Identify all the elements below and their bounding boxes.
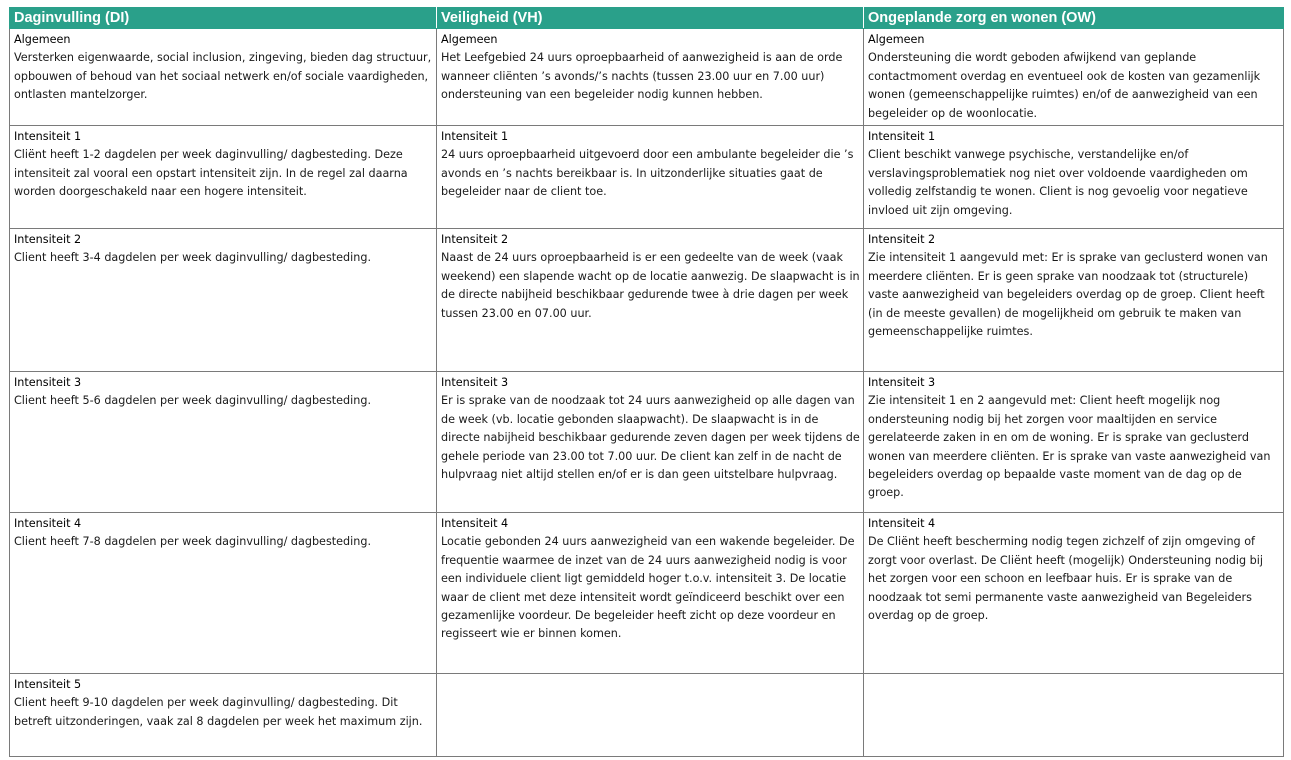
- cell-vh: [437, 674, 864, 757]
- cell-title: Intensiteit 3: [868, 376, 936, 390]
- table-row: [10, 372, 1284, 513]
- header-daginvulling: Daginvulling (DI): [10, 8, 437, 29]
- cell-vh: [437, 126, 864, 229]
- cell-vh: [437, 29, 864, 126]
- cell-text: Client heeft 7-8 dagdelen per week daginvulling/ dagbesteding.: [14, 535, 371, 549]
- table-row: [10, 674, 1284, 757]
- header-veiligheid: Veiligheid (VH): [437, 8, 864, 29]
- cell-ow: [864, 126, 1284, 229]
- cell-title: Algemeen: [868, 33, 925, 46]
- cell-title: Intensiteit 4: [441, 517, 509, 531]
- cell-di: [10, 372, 437, 513]
- cell-ow: [864, 674, 1284, 757]
- cell-ow: [864, 29, 1284, 126]
- cell-ow: [864, 372, 1284, 513]
- cell-text: Zie intensiteit 1 en 2 aangevuld met: Client heeft mogelijk nog ondersteuning nodig bij het zorgen voor maaltijden en service gerelateerde zaken in en om de woning. Er is sprake van geclusterd wonen van meerdere cliënten. Er is sprake van vaste aanwezigheid van begeleiders overdag op bepaalde vaste moment van de dag op de groep.: [868, 394, 1271, 500]
- cell-vh: [437, 372, 864, 513]
- cell-title: Intensiteit 4: [14, 517, 82, 531]
- cell-text: Client heeft 9-10 dagdelen per week daginvulling/ dagbesteding. Dit betreft uitzonderingen, vaak zal 8 dagdelen per week het maximum zijn.: [14, 696, 423, 728]
- cell-text: Er is sprake van de noodzaak tot 24 uurs aanwezigheid op alle dagen van de week (vb. locatie gebonden slaapwacht). De slaapwacht is in de directe nabijheid beschikbaar gedurende zeven dagen per week tijdens de gehele periode van 23.00 tot 7.00 uur. De client kan zelf in de nacht de hulpvraag niet altijd stellen en/of er is dan geen uitstelbare hulpvraag.: [441, 394, 860, 482]
- cell-title: Algemeen: [441, 33, 498, 46]
- cell-vh: [437, 513, 864, 674]
- header-ongeplande-zorg: Ongeplande zorg en wonen (OW): [864, 8, 1284, 29]
- cell-title: Algemeen: [14, 33, 71, 46]
- cell-text: Versterken eigenwaarde, social inclusion, zingeving, bieden dag structuur, opbouwen of behoud van het sociaal netwerk en/of sociale vaardigheden, ontlasten mantelzorger.: [14, 51, 432, 102]
- cell-di: [10, 29, 437, 126]
- cell-ow: [864, 229, 1284, 372]
- cell-title: Intensiteit 1: [14, 130, 82, 144]
- cell-di: [10, 229, 437, 372]
- table-row: [10, 29, 1284, 126]
- cell-text: De Cliënt heeft bescherming nodig tegen zichzelf of zijn omgeving of zorgt voor overlast. De Cliënt heeft (mogelijk) Ondersteuning nodig bij het zorgen voor een schoon en leefbaar huis. Er is sprake van de noodzaak tot semi permanente vaste aanwezigheid van Begeleiders overdag op de groep.: [868, 535, 1263, 623]
- table-row: [10, 229, 1284, 372]
- cell-title: Intensiteit 3: [14, 376, 82, 390]
- cell-text: Naast de 24 uurs oproepbaarheid is er een gedeelte van de week (vaak weekend) een slapende wacht op de locatie aanwezig. De slaapwacht is in de directe nabijheid beschikbaar gedurende twee à drie dagen per week tussen 23.00 en 07.00 uur.: [441, 251, 860, 320]
- cell-title: Intensiteit 1: [441, 130, 509, 144]
- cell-di: [10, 513, 437, 674]
- cell-title: Intensiteit 2: [14, 233, 82, 247]
- cell-title: Intensiteit 1: [868, 130, 936, 144]
- cell-text: 24 uurs oproepbaarheid uitgevoerd door een ambulante begeleider die ’s avonds en ’s nachts bereikbaar is. In uitzonderlijke situaties gaat de begeleider naar de client toe.: [441, 148, 854, 199]
- cell-title: Intensiteit 2: [868, 233, 936, 247]
- cell-text: Zie intensiteit 1 aangevuld met: Er is sprake van geclusterd wonen van meerdere cliënten. Er is geen sprake van noodzaak tot (structurele) vaste aanwezigheid van begeleiders overdag op de groep. Client heeft (in de meeste gevallen) de mogelijkheid om gebruik te maken van gemeenschappelijke ruimtes.: [868, 251, 1268, 339]
- table-row: [10, 513, 1284, 674]
- cell-text: Ondersteuning die wordt geboden afwijkend van geplande contactmoment overdag en eventueel ook de kosten van gezamenlijk wonen (gemeenschappelijke ruimtes) en/of de aanwezigheid van een begeleider op de woonlocatie.: [868, 51, 1261, 120]
- cell-text: Client heeft 5-6 dagdelen per week daginvulling/ dagbesteding.: [14, 394, 371, 408]
- cell-title: Intensiteit 3: [441, 376, 509, 390]
- table-row: [10, 126, 1284, 229]
- cell-di: [10, 126, 437, 229]
- cell-title: Intensiteit 4: [868, 517, 936, 531]
- cell-text: Het Leefgebied 24 uurs oproepbaarheid of aanwezigheid is aan de orde wanneer cliënten ’s avonds/’s nachts (tussen 23.00 uur en 7.00 uur) ondersteuning van een begeleider nodig kunnen hebben.: [441, 51, 843, 102]
- cell-text: Cliënt heeft 1-2 dagdelen per week daginvulling/ dagbesteding. Deze intensiteit zal vooral een opstart intensiteit zijn. In de regel zal daarna worden doorgeschakeld naar een hogere intensiteit.: [14, 148, 408, 199]
- cell-text: Locatie gebonden 24 uurs aanwezigheid van een wakende begeleider. De frequentie waarmee de inzet van de 24 uurs aanwezigheid nodig is voor een individuele client ligt gemiddeld hoger t.o.v. intensiteit 3. De locatie waar de client met deze intensiteit wordt geïndiceerd beschikt over een gezamenlijke voordeur. De begeleider heeft zicht op deze voordeur en regisseert wie er binnen komen.: [441, 535, 855, 641]
- cell-vh: [437, 229, 864, 372]
- intensity-table: [9, 7, 1284, 757]
- cell-di: [10, 674, 437, 757]
- cell-text: Client beschikt vanwege psychische, verstandelijke en/of verslavingsproblematiek nog niet over voldoende vaardigheden om volledig zelfstandig te wonen. Client is nog gevoelig voor negatieve invloed uit zijn omgeving.: [868, 148, 1248, 217]
- header-row: [10, 8, 1284, 29]
- cell-ow: [864, 513, 1284, 674]
- cell-text: Client heeft 3-4 dagdelen per week daginvulling/ dagbesteding.: [14, 251, 371, 265]
- cell-title: Intensiteit 5: [14, 678, 82, 692]
- cell-title: Intensiteit 2: [441, 233, 509, 247]
